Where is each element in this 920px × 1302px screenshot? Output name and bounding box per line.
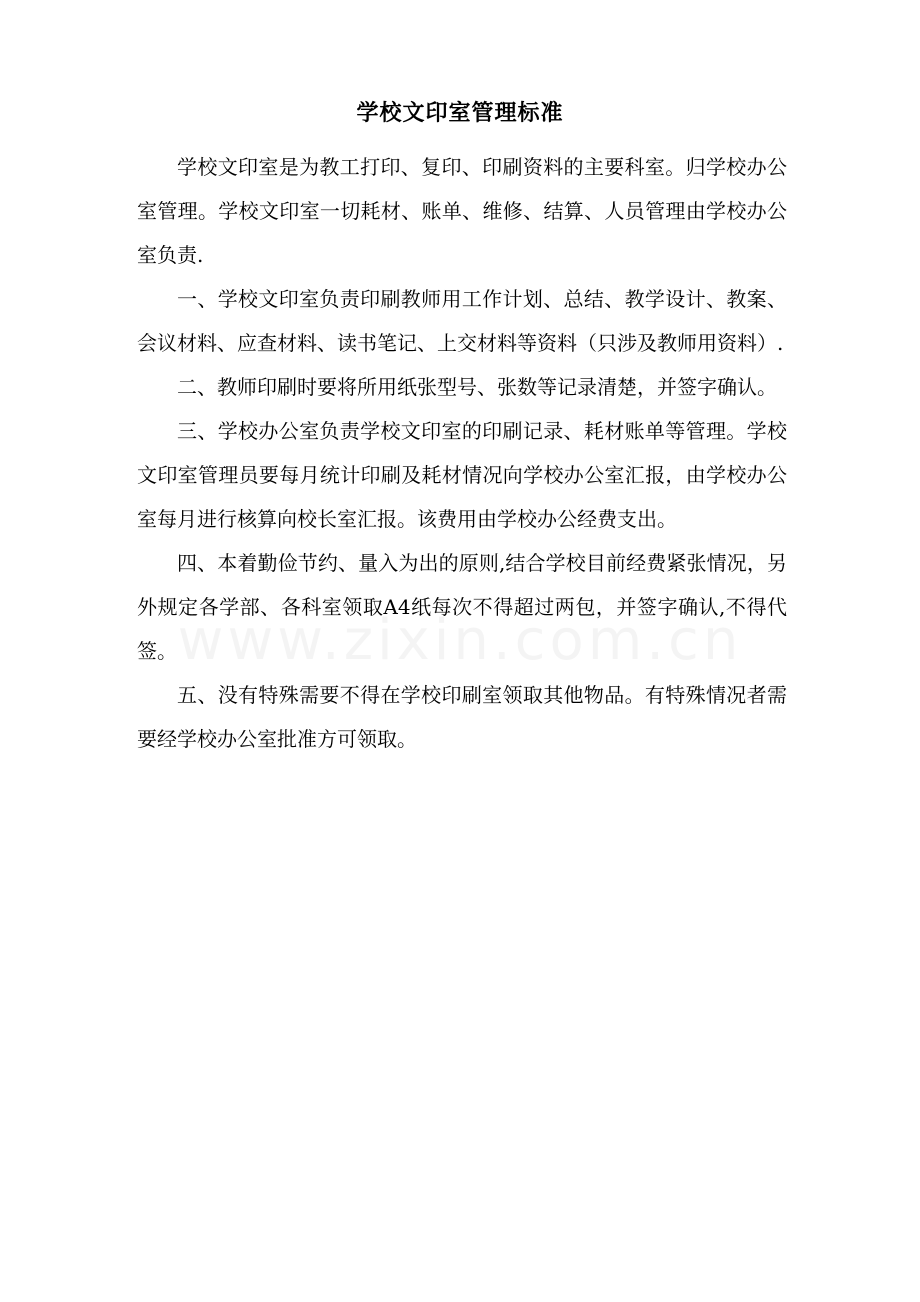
paragraph-intro: 学校文印室是为教工打印、复印、印刷资料的主要科室。归学校办公室管理。学校文印室一切耗材、账单、维修、结算、人员管理由学校办公室负责. xyxy=(137,155,787,267)
paragraph-rule-4: 四、本着勤俭节约、量入为出的原则,结合学校目前经费紧张情况，另外规定各学部、各科室领取A4纸每次不得超过两包，并签字确认,不得代签。 xyxy=(137,551,787,663)
paragraph-rule-2: 二、教师印刷时要将所用纸张型号、张数等记录清楚，并签字确认。 xyxy=(177,375,777,399)
paragraph-rule-5: 五、没有特殊需要不得在学校印刷室领取其他物品。有特殊情况者需要经学校办公室批准方可领取。 xyxy=(137,683,787,751)
document-title: 学校文印室管理标准 xyxy=(356,100,564,126)
paragraph-rule-3: 三、学校办公室负责学校文印室的印刷记录、耗材账单等管理。学校文印室管理员要每月统计印刷及耗材情况向学校办公室汇报，由学校办公室每月进行核算向校长室汇报。该费用由学校办公经费支出。 xyxy=(137,419,787,531)
paragraph-rule-1: 一、学校文印室负责印刷教师用工作计划、总结、教学设计、教案、会议材料、应查材料、读书笔记、上交材料等资料（只涉及教师用资料）. xyxy=(137,287,787,355)
document-body xyxy=(137,145,787,761)
